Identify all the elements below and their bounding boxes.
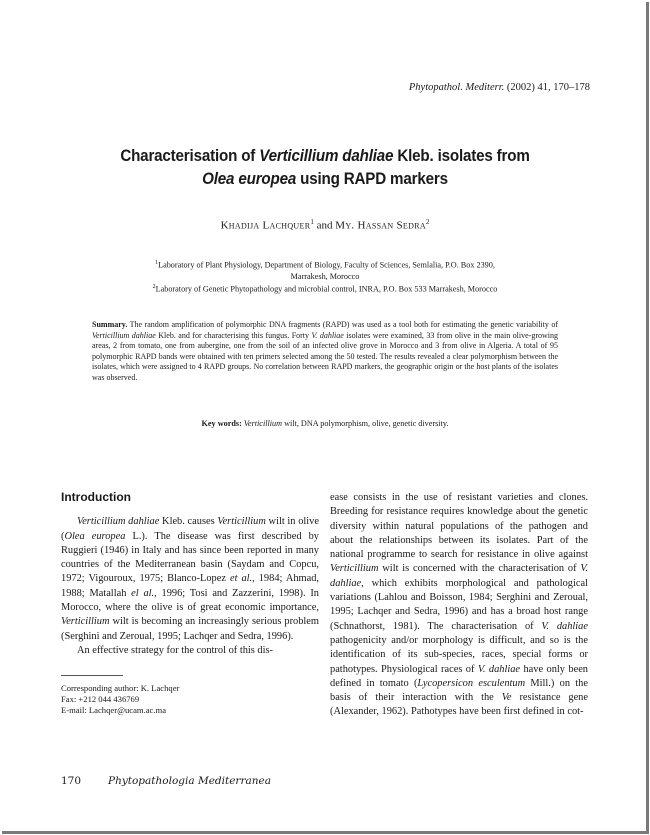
- intro-paragraph-1: Verticillium dahliae Kleb. causes Verticillium wilt in olive (Olea europea L.). The disease was first described by Ruggieri (1946) in Italy and has since been reported in many countries of the Mediterranean basin (Saydam and Copcu, 1972; Vigouroux, 1975; Blanco-Lopez et al., 1984; Ahmad, 1988; Matallah el al., 1996; Tosi and Zazzerini, 1998). In Morocco, where the olive is of great economic importance, Verticillium wilt is becoming an increasingly serious problem (Serghini and Zeroual, 1995; Lachqer and Sedra, 1996).: [61, 516, 319, 642]
- section-heading-introduction: Introduction: [61, 490, 131, 504]
- author-2: My. Hassan Sedra: [335, 219, 426, 232]
- title-host: Olea europea: [202, 170, 297, 188]
- journal-abbrev: Phytopathol. Mediterr.: [408, 82, 505, 93]
- affiliation-1: $^1$Laboratory of Plant Physiology, Department of Biology, Faculty of Sciences, Semlalia, P.O. Box 2390, Marrakesh, Morocco: [155, 260, 495, 281]
- title-species: Verticillium dahliae: [259, 147, 394, 165]
- footer-journal-name: Phytopathologia Mediterranea: [108, 775, 271, 787]
- affiliation-2: $^2$Laboratory of Genetic Phytopathology and microbial control, INRA, P.O. Box 533 Marrakesh, Morocco: [152, 283, 498, 294]
- abstract: Summary. The random amplification of polymorphic DNA fragments (RAPD) was used as a tool both for estimating the genetic variability of Verticillium dahliae Kleb. and for characterising this fungus. Forty V. dahliae isolates were examined, 33 from olive in the main olive-growing areas, 2 from tomato, one from aubergine, one from the soil of an infected olive grove in Morocco and 3 from olive in Algeria. A total of 95 polymorphic RAPD bands were obtained with ten primers selected among the 50 tested. The results revealed a clear polymorphism between the isolates, which were assigned to 4 RAPD groups. No correlation between RAPD markers, the geographic origin or the host plants of the isolates was observed.: [92, 320, 559, 382]
- journal-citation: [409, 82, 590, 93]
- page-number: 170: [61, 775, 82, 787]
- footnote-rule: [61, 675, 123, 676]
- corresponding-author-footnote: [61, 683, 179, 716]
- keywords-label: Key words:: [201, 419, 242, 428]
- abstract-label: Summary.: [92, 320, 128, 329]
- intro-paragraph-2: An effective strategy for the control of this dis-: [77, 644, 274, 656]
- citation-volume-pages: (2002) 41, 170–178: [504, 82, 590, 93]
- keywords: Key words: Verticillium wilt, DNA polymorphism, olive, genetic diversity.: [201, 419, 449, 428]
- footnote-fax: Fax: +212 044 436769: [61, 694, 140, 704]
- affiliations: [95, 258, 555, 294]
- paper-title: Characterisation of Verticillium dahliae Kleb. isolates from Olea europea using RAPD markers: [120, 147, 530, 188]
- author-line: Khadija Lachquer$^1$ and My. Hassan Sedra$^2$: [220, 218, 430, 232]
- author-1: Khadija Lachquer: [220, 219, 311, 232]
- footnote-email: E-mail: Lachqer@ucam.ac.ma: [61, 705, 167, 715]
- intro-paragraph-2-continued: ease consists in the use of resistant varieties and clones. Breeding for resistance requires knowledge about the genetic diversity within natural populations of the pathogen and about the relationships between its isolates. Part of the national programme to search for resistance in olive against Verticillium wilt is concerned with the characterisation of V. dahliae, which exhibits morphological and pathological variations (Lahlou and Boisson, 1984; Serghini and Zeroual, 1995; Lachqer and Sedra, 1996) and has a broad host range (Schnathorst, 1981). The characterisation of V. dahliae pathogenicity and/or morphology is difficult, and so is the identification of its sub-species, races, special forms or pathotypes. Physiological races of V. dahliae have only been defined in tomato (Lycopersicon esculentum Mill.) on the basis of their interaction with the Ve resistance gene (Alexander, 1962). Pathotypes have been first defined in cot-: [330, 492, 588, 718]
- footnote-corresponding-author: Corresponding author: K. Lachqer: [61, 683, 180, 693]
- right-column: [330, 491, 588, 720]
- left-column: [61, 490, 319, 658]
